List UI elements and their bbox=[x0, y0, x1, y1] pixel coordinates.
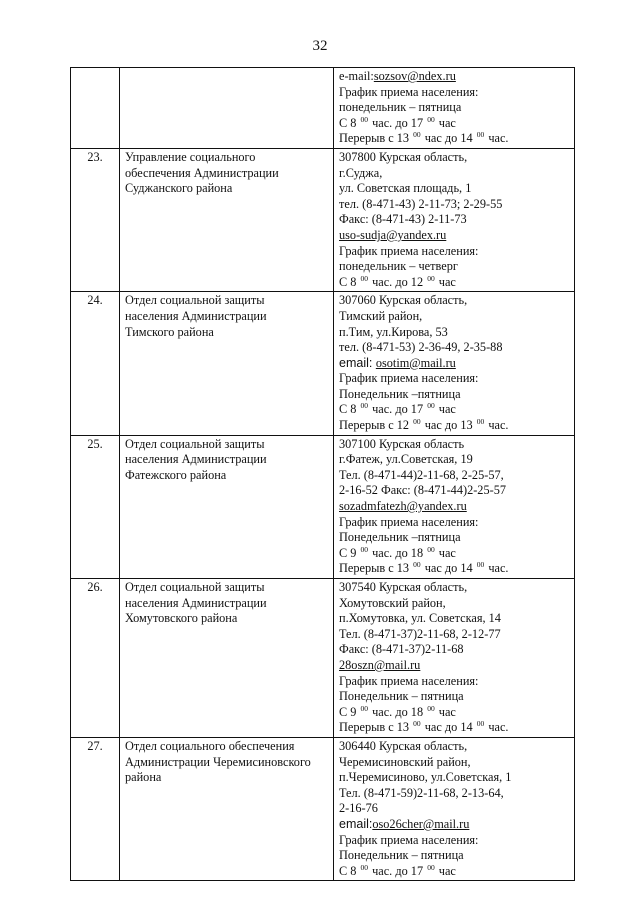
contact-text: 306440 Курская область, bbox=[339, 738, 468, 753]
row-number-cell: 23. bbox=[71, 148, 120, 291]
contact-text: 307100 Курская область bbox=[339, 436, 465, 451]
institution-name-line: Тимского района bbox=[125, 324, 214, 339]
minutes-superscript: 00 bbox=[427, 401, 435, 411]
email-link[interactable]: 28oszn@mail.ru bbox=[339, 657, 421, 672]
minutes-superscript: 00 bbox=[427, 703, 435, 713]
contact-text: час bbox=[435, 704, 456, 719]
contact-line bbox=[339, 530, 569, 546]
email-link[interactable]: sozsov@ndex.ru bbox=[373, 69, 456, 83]
contact-text: час. bbox=[485, 418, 509, 433]
contact-text: Тимский район, bbox=[339, 308, 423, 323]
contact-text: час. bbox=[485, 561, 509, 576]
contact-line bbox=[339, 801, 569, 817]
table-row bbox=[71, 435, 575, 578]
contact-line bbox=[339, 437, 569, 453]
contact-line bbox=[339, 228, 569, 244]
contact-text: Тел. (8-471-44)2-11-68, 2-25-57, bbox=[339, 467, 504, 482]
contact-line bbox=[339, 197, 569, 213]
row-number-cell: 26. bbox=[71, 579, 120, 738]
contact-line bbox=[339, 515, 569, 531]
contact-text: час bbox=[435, 402, 456, 417]
contact-line bbox=[339, 817, 569, 833]
contact-line bbox=[339, 309, 569, 325]
contact-text: 2-16-76 bbox=[339, 801, 378, 816]
contact-text: График приема населения: bbox=[339, 832, 479, 847]
contact-cell bbox=[334, 579, 575, 738]
minutes-superscript: 00 bbox=[413, 560, 421, 570]
contact-cell bbox=[334, 737, 575, 880]
minutes-superscript: 00 bbox=[360, 114, 368, 124]
contact-line bbox=[339, 356, 569, 372]
contact-text: п.Черемисиново, ул.Советская, 1 bbox=[339, 770, 512, 785]
contact-text: Перерыв с 13 bbox=[339, 131, 413, 146]
contact-line bbox=[339, 212, 569, 228]
institution-name-line: Управление социального bbox=[125, 149, 256, 164]
table-row-continuation bbox=[71, 68, 575, 149]
table-body bbox=[71, 68, 575, 881]
contact-text: С 8 bbox=[339, 274, 360, 289]
contact-line bbox=[339, 69, 569, 85]
minutes-superscript: 00 bbox=[360, 862, 368, 872]
contact-line bbox=[339, 150, 569, 166]
contact-line bbox=[339, 340, 569, 356]
contact-text: час. до 18 bbox=[369, 704, 427, 719]
email-link[interactable]: osotim@mail.ru bbox=[375, 355, 456, 370]
contact-line bbox=[339, 325, 569, 341]
contact-text: Понедельник –пятница bbox=[339, 386, 461, 401]
contact-text: час. до 12 bbox=[369, 274, 427, 289]
contact-text: час bbox=[435, 863, 456, 878]
contact-text: тел. (8-471-53) 2-36-49, 2-35-88 bbox=[339, 340, 503, 355]
contact-text: Факс: (8-471-43) 2-11-73 bbox=[339, 212, 467, 227]
institution-name-line: района bbox=[125, 770, 162, 785]
minutes-superscript: 00 bbox=[427, 273, 435, 283]
contact-text: час. bbox=[485, 131, 509, 146]
contact-line bbox=[339, 259, 569, 275]
institution-name-line: населения Администрации bbox=[125, 452, 267, 467]
contact-text: График приема населения: bbox=[339, 673, 479, 688]
contact-line bbox=[339, 642, 569, 658]
contact-line bbox=[339, 833, 569, 849]
institution-name-cell bbox=[120, 68, 334, 149]
institution-name-line: Отдел социальной защиты bbox=[125, 580, 265, 594]
contact-text: г.Суджа, bbox=[339, 165, 383, 180]
contact-text: час до 13 bbox=[421, 418, 476, 433]
contact-text: тел. (8-471-43) 2-11-73; 2-29-55 bbox=[339, 196, 503, 211]
contact-line bbox=[339, 452, 569, 468]
minutes-superscript: 00 bbox=[360, 544, 368, 554]
contact-text: час bbox=[435, 115, 456, 130]
institution-name-line: Администрации Черемисиновского bbox=[125, 754, 311, 769]
contact-text: час. до 17 bbox=[369, 863, 427, 878]
contact-text: Перерыв с 13 bbox=[339, 720, 413, 735]
contact-line bbox=[339, 418, 569, 434]
contact-line bbox=[339, 116, 569, 132]
contact-text: Черемисиновский район, bbox=[339, 754, 471, 769]
institution-name-line: населения Администрации bbox=[125, 308, 267, 323]
contact-line bbox=[339, 627, 569, 643]
contact-cell bbox=[334, 68, 575, 149]
contact-text: час bbox=[435, 545, 456, 560]
contact-text: 307060 Курская область, bbox=[339, 293, 468, 308]
institution-name-line: Суджанского района bbox=[125, 181, 233, 196]
table-row bbox=[71, 737, 575, 880]
contact-text: С 8 bbox=[339, 115, 360, 130]
contact-text: График приема населения: bbox=[339, 243, 479, 258]
minutes-superscript: 00 bbox=[476, 417, 485, 427]
contact-line bbox=[339, 483, 569, 499]
contact-text: Факс: (8-471-37)2-11-68 bbox=[339, 642, 464, 657]
institution-name-cell bbox=[120, 579, 334, 738]
contact-line bbox=[339, 85, 569, 101]
institution-name-cell bbox=[120, 148, 334, 291]
contact-text: График приема населения: bbox=[339, 514, 479, 529]
contact-cell bbox=[334, 292, 575, 435]
institution-name-cell bbox=[120, 737, 334, 880]
contact-text: Перерыв с 13 bbox=[339, 561, 413, 576]
contact-line bbox=[339, 293, 569, 309]
contact-text: час bbox=[435, 274, 456, 289]
contact-line bbox=[339, 166, 569, 182]
table-row bbox=[71, 292, 575, 435]
contact-text: час. до 18 bbox=[369, 545, 427, 560]
institution-name-line: Фатежского района bbox=[125, 467, 227, 482]
contact-text: час до 14 bbox=[421, 561, 476, 576]
contact-text: С 8 bbox=[339, 863, 360, 878]
contact-line bbox=[339, 131, 569, 147]
row-number-cell: 27. bbox=[71, 737, 120, 880]
minutes-superscript: 00 bbox=[476, 560, 485, 570]
email-label: email: bbox=[339, 355, 376, 370]
contact-line bbox=[339, 658, 569, 674]
contact-line bbox=[339, 848, 569, 864]
institution-name-line: населения Администрации bbox=[125, 595, 267, 610]
minutes-superscript: 00 bbox=[360, 401, 368, 411]
contact-line bbox=[339, 275, 569, 291]
contact-line bbox=[339, 596, 569, 612]
contact-text: Понедельник – пятница bbox=[339, 689, 464, 704]
contact-text: 2-16-52 Факс: (8-471-44)2-25-57 bbox=[339, 483, 506, 498]
contact-line bbox=[339, 674, 569, 690]
contact-line bbox=[339, 689, 569, 705]
email-label: email: bbox=[339, 816, 373, 831]
page-number: 32 bbox=[312, 38, 328, 54]
minutes-superscript: 00 bbox=[413, 417, 421, 427]
contact-text: 307540 Курская область, bbox=[339, 580, 468, 594]
contact-text: Перерыв с 12 bbox=[339, 418, 413, 433]
minutes-superscript: 00 bbox=[476, 719, 485, 729]
minutes-superscript: 00 bbox=[413, 130, 421, 140]
contact-text: час до 14 bbox=[421, 131, 476, 146]
contact-text: г.Фатеж, ул.Советская, 19 bbox=[339, 452, 473, 467]
contact-line bbox=[339, 770, 569, 786]
email-link[interactable]: uso-sudja@yandex.ru bbox=[339, 227, 447, 242]
contact-text: понедельник – пятница bbox=[339, 100, 462, 115]
contact-text: График приема населения: bbox=[339, 84, 479, 99]
contact-line bbox=[339, 244, 569, 260]
contact-line bbox=[339, 499, 569, 515]
contact-text: e-mail: bbox=[339, 69, 374, 83]
row-number-cell: 24. bbox=[71, 292, 120, 435]
institution-name-cell bbox=[120, 292, 334, 435]
institutions-table bbox=[70, 67, 575, 881]
minutes-superscript: 00 bbox=[427, 544, 435, 554]
contact-line bbox=[339, 755, 569, 771]
contact-line bbox=[339, 546, 569, 562]
contact-text: 307800 Курская область, bbox=[339, 149, 468, 164]
institution-name-line: Отдел социальной защиты bbox=[125, 293, 265, 308]
minutes-superscript: 00 bbox=[360, 273, 368, 283]
contact-text: п.Хомутовка, ул. Советская, 14 bbox=[339, 611, 501, 626]
row-number-cell bbox=[71, 68, 120, 149]
contact-text: п.Тим, ул.Кирова, 53 bbox=[339, 324, 448, 339]
row-number-cell: 25. bbox=[71, 435, 120, 578]
contact-text: понедельник – четверг bbox=[339, 259, 458, 274]
contact-line bbox=[339, 864, 569, 880]
contact-line bbox=[339, 611, 569, 627]
institution-name-line: Хомутовского района bbox=[125, 611, 238, 626]
contact-line bbox=[339, 387, 569, 403]
contact-text: Понедельник –пятница bbox=[339, 530, 461, 545]
contact-line bbox=[339, 100, 569, 116]
minutes-superscript: 00 bbox=[360, 703, 368, 713]
institution-name-cell bbox=[120, 435, 334, 578]
institution-name-line: Отдел социального обеспечения bbox=[125, 738, 295, 753]
minutes-superscript: 00 bbox=[476, 130, 485, 140]
minutes-superscript: 00 bbox=[427, 114, 435, 124]
contact-text: Хомутовский район, bbox=[339, 595, 446, 610]
email-link[interactable]: sozadmfatezh@yandex.ru bbox=[339, 499, 467, 514]
contact-line bbox=[339, 181, 569, 197]
contact-line bbox=[339, 705, 569, 721]
email-link[interactable]: oso26cher@mail.ru bbox=[372, 816, 470, 831]
contact-line bbox=[339, 561, 569, 577]
contact-text: час. bbox=[485, 720, 509, 735]
contact-line bbox=[339, 468, 569, 484]
contact-text: ул. Советская площадь, 1 bbox=[339, 181, 472, 196]
minutes-superscript: 00 bbox=[427, 862, 435, 872]
contact-line bbox=[339, 580, 569, 596]
contact-text: Тел. (8-471-37)2-11-68, 2-12-77 bbox=[339, 626, 501, 641]
contact-cell bbox=[334, 435, 575, 578]
contact-line bbox=[339, 402, 569, 418]
contact-text: С 9 bbox=[339, 704, 360, 719]
contact-line bbox=[339, 739, 569, 755]
minutes-superscript: 00 bbox=[413, 719, 421, 729]
contact-text: час до 14 bbox=[421, 720, 476, 735]
contact-text: Понедельник – пятница bbox=[339, 848, 464, 863]
contact-text: С 9 bbox=[339, 545, 360, 560]
table-row bbox=[71, 148, 575, 291]
contact-text: Тел. (8-471-59)2-11-68, 2-13-64, bbox=[339, 785, 504, 800]
contact-text: час. до 17 bbox=[369, 402, 427, 417]
contact-line bbox=[339, 371, 569, 387]
contact-cell bbox=[334, 148, 575, 291]
contact-text: час. до 17 bbox=[369, 115, 427, 130]
contact-line bbox=[339, 786, 569, 802]
contact-text: График приема населения: bbox=[339, 371, 479, 386]
institution-name-line: обеспечения Администрации bbox=[125, 165, 279, 180]
contact-line bbox=[339, 720, 569, 736]
contact-text: С 8 bbox=[339, 402, 360, 417]
institution-name-line: Отдел социальной защиты bbox=[125, 436, 265, 451]
table-row bbox=[71, 579, 575, 738]
